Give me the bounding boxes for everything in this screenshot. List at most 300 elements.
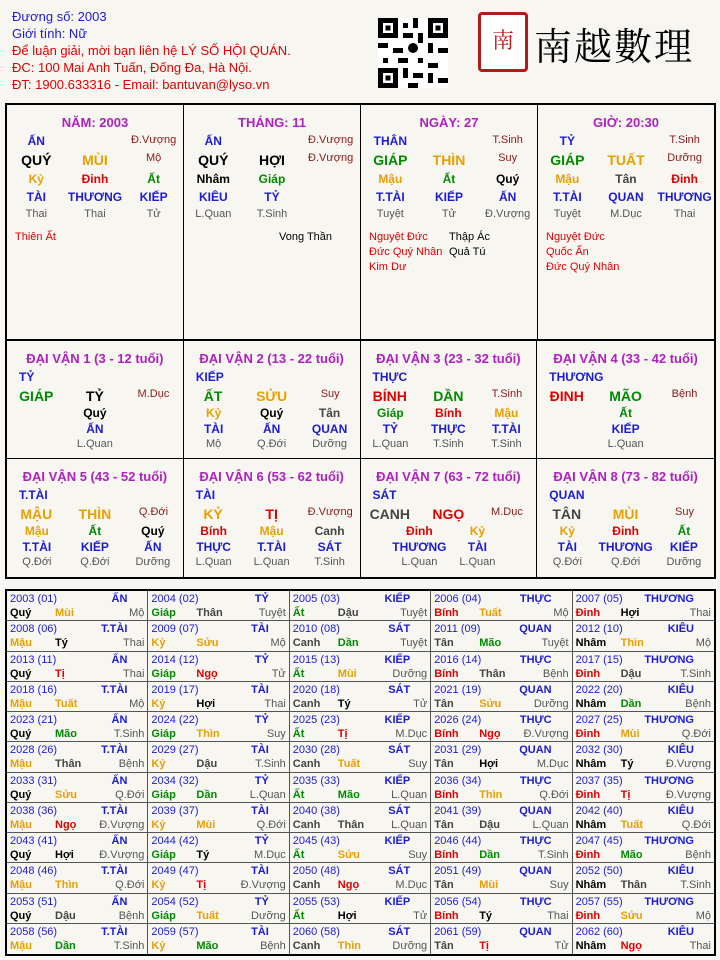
year-chi: Thìn: [620, 637, 644, 650]
dai-van-can: GIÁP: [19, 388, 54, 404]
year-chi: Dần: [479, 849, 500, 861]
year-can: Canh: [292, 637, 321, 650]
year-star: SÁT: [388, 865, 411, 878]
year-cell: [7, 773, 148, 803]
year-truong-sinh: Mộ: [695, 909, 711, 922]
year-cell: [7, 591, 148, 621]
dai-van-ts: Suy: [320, 388, 340, 400]
year-star: QUAN: [519, 804, 552, 817]
pillar-hidden-0: [302, 172, 360, 186]
dai-van-can: MẬU: [20, 506, 53, 522]
pillar-hidden-2: Thai: [25, 208, 48, 220]
year-can: Kỷ: [151, 758, 166, 771]
year-chi: Hợi: [196, 697, 216, 710]
year-label: 2059 (57): [151, 925, 199, 938]
year-label: 2015 (13): [292, 653, 340, 666]
pillar-star-name: Thập Ác: [449, 231, 490, 243]
year-chi: Mão: [55, 728, 77, 740]
year-chi: Dậu: [337, 607, 359, 619]
year-can: Giáp: [151, 849, 176, 861]
dai-van-chi: TỶ: [85, 388, 104, 404]
year-can: Bính: [434, 788, 459, 801]
year-label: 2034 (32): [151, 774, 199, 787]
year-label: 2004 (02): [151, 593, 199, 605]
year-chi: Tị: [479, 939, 489, 952]
pillar-star-right: Đ.Vượng: [131, 134, 177, 146]
dai-van-hidden-1: T.TÀI: [257, 540, 286, 554]
year-star: TÀI: [251, 744, 269, 757]
year-chi: Tị: [196, 879, 207, 892]
dai-van-hidden-row: [184, 556, 360, 568]
pillar-can: QUÝ: [21, 152, 52, 168]
dai-van-can-chi: [7, 506, 183, 522]
year-can: Ất: [292, 667, 305, 680]
dai-van-hidden-2: Mộ: [205, 438, 222, 450]
year-chi: Dậu: [196, 758, 218, 771]
year-can: Canh: [292, 758, 321, 771]
year-star: KIẾP: [384, 593, 411, 605]
dai-van-chi: SỬU: [256, 388, 288, 404]
year-star: THỰC: [519, 774, 552, 787]
year-label: 2024 (22): [151, 714, 199, 726]
year-truong-sinh: Q.Đới: [681, 728, 711, 740]
year-star: THƯƠNG: [644, 895, 694, 908]
dai-van-hidden-0: Canh: [314, 524, 345, 538]
year-star: TỶ: [254, 774, 269, 787]
year-truong-sinh: Đ.Vượng: [665, 758, 711, 771]
year-truong-sinh: Dưỡng: [533, 697, 569, 710]
year-can: Nhâm: [575, 758, 607, 771]
year-cell: [431, 924, 572, 954]
year-chi: Hợi: [55, 849, 74, 861]
pillar-can-chi-row: [538, 152, 714, 168]
pillar-title: THÁNG: 11: [238, 115, 306, 130]
dai-van-title: ĐẠI VẬN 7 (63 - 72 tuổi): [376, 469, 521, 484]
pillar-hidden-2: Tuyệt: [553, 208, 581, 220]
dai-van-chi: NGỌ: [432, 506, 465, 522]
pillar-star-right: T.Sinh: [669, 134, 700, 146]
year-label: 2031 (29): [434, 744, 482, 757]
dai-van-hidden-1: THỰC: [196, 540, 231, 554]
year-can: Canh: [292, 818, 321, 831]
pillar-star-row: [538, 134, 714, 148]
pillar-hidden-row: [538, 172, 714, 186]
year-star: KIÊU: [667, 804, 694, 817]
pillar-star: ẤN: [27, 134, 45, 148]
year-cell: [148, 712, 289, 742]
year-label: 2044 (42): [151, 835, 199, 847]
year-cell: [290, 773, 431, 803]
year-label: 2057 (55): [575, 895, 623, 908]
year-can: Đinh: [575, 788, 601, 801]
pillar-chi: THÌN: [432, 152, 466, 168]
year-chi: Tuất: [479, 607, 502, 619]
pillar-hidden-1: THƯƠNG: [67, 190, 123, 204]
year-label: 2003 (01): [10, 593, 58, 605]
year-label: 2049 (47): [151, 865, 199, 878]
pillar-hidden-0: Quý: [495, 172, 520, 186]
year-label: 2019 (17): [151, 683, 199, 696]
year-can: Mậu: [10, 818, 32, 831]
dai-van-hidden-1: ẤN: [86, 422, 104, 436]
year-cell: [148, 894, 289, 924]
pillar-ts: Dưỡng: [667, 152, 703, 164]
dai-van-star: TÀI: [195, 488, 216, 502]
year-chi: Tý: [479, 909, 493, 922]
dai-van-hidden-1: THƯƠNG: [598, 540, 653, 554]
pillar-hidden-0: Giáp: [258, 172, 286, 186]
year-cell: [290, 682, 431, 712]
year-can: Giáp: [151, 788, 176, 801]
year-chi: Mùi: [337, 667, 357, 680]
pillar-star-name: Thiên Ất: [15, 231, 56, 243]
pillar-hidden-0: Ất: [442, 172, 456, 186]
year-chi: Thân: [620, 879, 647, 892]
pillar-can-chi-row: [361, 152, 537, 168]
year-cell: [148, 742, 289, 772]
year-chi: Mùi: [479, 879, 499, 892]
pillar-hidden-2: [302, 208, 360, 220]
year-star: T.TÀI: [101, 744, 128, 757]
pillar-spacer: [66, 134, 124, 148]
year-cell: [573, 833, 714, 863]
dai-van-hidden-row: [361, 406, 537, 420]
year-chi: Ngọ: [55, 818, 77, 831]
pillar-star-right: Đ.Vượng: [308, 134, 354, 146]
year-cell: [431, 773, 572, 803]
year-chi: Dần: [337, 637, 359, 650]
pillar-hidden-row: [361, 208, 537, 220]
year-truong-sinh: Q.Đới: [681, 818, 711, 831]
dai-van-hidden-0: Mậu: [24, 524, 49, 538]
year-star: KIẾP: [384, 714, 411, 726]
pillar-hidden-0: Mậu: [378, 172, 403, 186]
year-label: 2026 (24): [434, 714, 482, 726]
year-label: 2056 (54): [434, 895, 482, 908]
dai-van-hidden-0: Bính: [435, 406, 462, 420]
dai-van-hidden-2: Q.Đới: [552, 556, 582, 568]
dai-van-2: [184, 341, 361, 459]
year-can: Ất: [292, 849, 305, 861]
dai-van-hidden-row: [537, 524, 714, 538]
dai-van-hidden-0: Kỷ: [469, 524, 486, 538]
year-can: Mậu: [10, 637, 32, 650]
year-chi: Dần: [620, 697, 642, 710]
pillar-hidden-1: T.TÀI: [375, 190, 405, 204]
dai-van-hidden-row: [184, 422, 360, 436]
dai-van-hidden-2: L.Quan: [195, 556, 232, 568]
year-can: Ất: [292, 607, 305, 619]
dai-van-can: TÂN: [552, 506, 582, 522]
pillar-hidden-0: Nhâm: [196, 172, 230, 186]
pillar-2: [361, 105, 538, 339]
year-star: THƯƠNG: [644, 714, 694, 726]
year-label: 2035 (33): [292, 774, 340, 787]
year-truong-sinh: Đ.Vượng: [99, 818, 145, 831]
pillar-stars-left: [546, 230, 619, 275]
dai-van-6: [184, 459, 361, 577]
year-can: Kỷ: [151, 879, 166, 892]
year-truong-sinh: M.Dục: [395, 728, 428, 740]
year-chi: Dậu: [479, 818, 500, 831]
dai-van-hidden-1: KIẾP: [669, 540, 698, 554]
dai-van-hidden-1: THỰC: [431, 422, 466, 436]
year-cell: [148, 621, 289, 651]
dai-van-hidden-1: T.TÀI: [492, 422, 521, 436]
dai-van-hidden-2: Q.Đới: [80, 556, 110, 568]
year-can: Kỷ: [151, 637, 166, 650]
dai-van-ts: M.Dục: [137, 388, 170, 400]
year-cell: [7, 652, 148, 682]
pillar-hidden-row: [184, 208, 360, 220]
pillar-hidden-1: TÀI: [26, 190, 46, 204]
red-seal-stamp: 南: [478, 12, 528, 72]
year-truong-sinh: Bệnh: [118, 758, 145, 771]
year-chi: Tuất: [620, 818, 643, 831]
year-cell: [431, 803, 572, 833]
pillar-1: [184, 105, 361, 339]
dai-van-title: ĐẠI VẬN 3 (23 - 32 tuổi): [376, 351, 521, 366]
year-star: QUAN: [519, 623, 552, 636]
year-chi: Thìn: [55, 879, 79, 892]
pillar-hidden-2: Thai: [673, 208, 696, 220]
pillar-star-row: [184, 134, 360, 148]
year-label: 2016 (14): [434, 653, 482, 666]
dai-van-hidden-row: [361, 422, 537, 436]
year-chi: Sửu: [479, 697, 502, 710]
year-label: 2037 (35): [575, 774, 623, 787]
year-star: TỶ: [254, 835, 269, 847]
year-can: Tân: [434, 758, 454, 771]
dai-van-can-chi: [361, 388, 537, 404]
year-chi: Thân: [337, 818, 365, 831]
year-label: 2053 (51): [10, 895, 58, 908]
year-star: KIẾP: [384, 653, 411, 666]
year-can: Mậu: [10, 697, 32, 710]
year-truong-sinh: Q.Đới: [539, 788, 569, 801]
pillar-hidden-0: Ất: [147, 172, 160, 186]
pillar-star-name: Kim Dư: [369, 261, 407, 273]
pillar-hidden-row: [184, 172, 360, 186]
year-cell: [573, 894, 714, 924]
year-truong-sinh: T.Sinh: [113, 728, 145, 740]
year-label: 2040 (38): [292, 804, 340, 817]
dai-van-hidden-row: [537, 556, 714, 568]
year-can: Ất: [292, 788, 305, 801]
dai-van-title: ĐẠI VẬN 4 (33 - 42 tuổi): [553, 351, 698, 366]
dai-van-can: ĐINH: [549, 388, 584, 404]
brand-logo-text: 南越數理: [534, 25, 695, 69]
year-chi: Ngọ: [479, 728, 501, 740]
year-cell: [148, 924, 289, 954]
year-cell: [431, 833, 572, 863]
year-truong-sinh: T.Sinh: [113, 939, 145, 952]
dai-van-5: [7, 459, 184, 577]
year-chi: Thân: [479, 667, 506, 680]
dai-van-ts: Bệnh: [671, 388, 698, 400]
dai-van-hidden-1: T.TÀI: [22, 540, 52, 554]
year-label: 2036 (34): [434, 774, 482, 787]
year-chi: Dần: [55, 939, 76, 952]
pillar-hidden-2: Thai: [84, 208, 106, 220]
dai-van-hidden-2: T.Sinh: [314, 556, 345, 568]
dai-van-hidden-0: Tân: [318, 406, 341, 420]
dai-van-can-chi: [537, 388, 714, 404]
annual-luck-table: [5, 589, 716, 956]
year-truong-sinh: Đ.Vượng: [665, 788, 711, 801]
pillar-stars-right: [279, 230, 332, 245]
year-chi: Thân: [55, 758, 82, 771]
dai-van-hidden-2: L.Quan: [401, 556, 438, 568]
year-can: Đinh: [575, 667, 601, 680]
pillar-ts: Suy: [498, 152, 518, 164]
dai-van-hidden-1: THƯƠNG: [392, 540, 447, 554]
year-label: 2022 (20): [575, 683, 623, 696]
dai-van-hidden-0: Kỷ: [205, 406, 222, 420]
pillar-hidden-row: [7, 208, 183, 220]
year-cell: [7, 803, 148, 833]
year-truong-sinh: Mộ: [270, 637, 286, 650]
year-truong-sinh: Bệnh: [685, 697, 711, 710]
year-star: QUAN: [519, 925, 552, 938]
pillar-hidden-2: Tử: [441, 208, 457, 220]
year-can: Bính: [434, 607, 459, 619]
dai-van-table: [5, 341, 716, 579]
dai-van-7: [361, 459, 538, 577]
year-can: Quý: [10, 849, 32, 861]
year-label: 2021 (19): [434, 683, 482, 696]
year-chi: Tị: [337, 728, 348, 740]
year-truong-sinh: Tuyệt: [400, 607, 428, 619]
dai-van-title: ĐẠI VẬN 5 (43 - 52 tuổi): [22, 469, 168, 484]
year-truong-sinh: Thai: [122, 637, 145, 650]
year-can: Kỷ: [151, 939, 166, 952]
dai-van-4: [537, 341, 714, 459]
year-label: 2058 (56): [10, 925, 58, 938]
pillar-hidden-row: [7, 190, 183, 204]
year-star: THƯƠNG: [644, 653, 694, 666]
year-label: 2025 (23): [292, 714, 340, 726]
year-star: TÀI: [251, 804, 269, 817]
year-star: SÁT: [388, 623, 411, 636]
year-label: 2005 (03): [292, 593, 340, 605]
dai-van-hidden-2: Q.Đới: [22, 556, 52, 568]
year-truong-sinh: Tuyệt: [258, 607, 286, 619]
year-chi: Hợi: [337, 909, 357, 922]
year-chi: Tuất: [55, 697, 78, 710]
year-truong-sinh: Tuyệt: [400, 637, 428, 650]
pillar-star-name: Vong Thần: [279, 231, 333, 243]
dai-van-hidden-0: Quý: [141, 524, 165, 538]
dai-van-hidden-row: [361, 524, 537, 538]
year-cell: [290, 712, 431, 742]
year-star: ẤN: [111, 835, 128, 847]
dai-van-can-chi: [184, 388, 360, 404]
year-star: ẤN: [111, 593, 128, 605]
year-cell: [290, 652, 431, 682]
year-chi: Mùi: [620, 728, 640, 740]
year-truong-sinh: Đ.Vượng: [99, 849, 145, 861]
year-label: 2061 (59): [434, 925, 482, 938]
year-can: Tân: [434, 939, 454, 952]
year-label: 2045 (43): [292, 835, 340, 847]
year-can: Canh: [292, 939, 321, 952]
year-star: ẤN: [111, 774, 128, 787]
pillar-can-chi-row: [7, 152, 183, 168]
year-truong-sinh: Tử: [413, 909, 428, 922]
year-cell: [290, 591, 431, 621]
year-cell: [431, 742, 572, 772]
year-chi: Thìn: [196, 728, 220, 740]
pillar-star: TỶ: [559, 134, 575, 148]
dai-van-hidden-2: Q.Đới: [257, 438, 287, 450]
dai-van-hidden-0: Đinh: [406, 524, 433, 538]
year-label: 2013 (11): [10, 653, 57, 666]
dai-van-hidden-row: [537, 406, 714, 420]
dai-van-can: CANH: [369, 506, 411, 522]
year-star: THỰC: [519, 714, 552, 726]
year-truong-sinh: L.Quan: [391, 818, 428, 831]
year-truong-sinh: T.Sinh: [680, 667, 711, 680]
year-truong-sinh: Suy: [549, 879, 569, 892]
year-star: QUAN: [519, 865, 552, 878]
year-star: T.TÀI: [101, 865, 128, 878]
year-star: KIÊU: [667, 925, 694, 938]
dai-van-hidden-row: [7, 438, 183, 450]
year-can: Tân: [434, 697, 454, 710]
year-truong-sinh: Thai: [547, 909, 569, 922]
dai-van-hidden-row: [537, 438, 714, 450]
year-chi: Hợi: [620, 607, 640, 619]
dai-van-hidden-1: TÀI: [203, 422, 224, 436]
year-star: TỶ: [254, 653, 269, 666]
year-cell: [573, 742, 714, 772]
dai-van-hidden-1: SÁT: [317, 540, 342, 554]
pillar-star: ẤN: [204, 134, 222, 148]
year-can: Nhâm: [575, 637, 607, 650]
year-truong-sinh: Đ.Vượng: [240, 879, 286, 892]
year-label: 2014 (12): [151, 653, 199, 666]
dai-van-hidden-0: Ất: [677, 524, 691, 538]
year-star: KIÊU: [667, 623, 694, 636]
year-truong-sinh: Mộ: [129, 697, 145, 710]
year-cell: [431, 863, 572, 893]
pillar-hidden-2: Đ.Vượng: [485, 208, 531, 220]
year-truong-sinh: Tử: [413, 697, 428, 710]
dai-van-1: [7, 341, 184, 459]
pillar-title: GIỜ: 20:30: [592, 115, 659, 130]
pillar-hidden-row: [361, 172, 537, 186]
year-cell: [148, 833, 289, 863]
year-star: TÀI: [251, 925, 269, 938]
dai-van-hidden-row: [361, 438, 537, 450]
year-star: ẤN: [111, 653, 128, 666]
year-star: SÁT: [388, 744, 411, 757]
dai-van-can-chi: [7, 388, 183, 404]
dai-van-hidden-1: QUAN: [311, 422, 348, 436]
year-truong-sinh: Bệnh: [118, 909, 145, 922]
year-truong-sinh: Thai: [264, 697, 286, 710]
dai-van-hidden-0: Kỷ: [559, 524, 575, 538]
year-label: 2041 (39): [434, 804, 482, 817]
year-truong-sinh: T.Sinh: [538, 849, 569, 861]
address-line: ĐC: 100 Mai Anh Tuấn, Đống Đa, Hà Nội.: [12, 60, 252, 75]
pillar-hidden-2: T.Sinh: [256, 208, 288, 220]
year-label: 2043 (41): [10, 835, 58, 847]
pillar-hidden-1: KIÊU: [198, 190, 228, 204]
year-can: Quý: [10, 909, 32, 922]
year-label: 2009 (07): [151, 623, 199, 636]
